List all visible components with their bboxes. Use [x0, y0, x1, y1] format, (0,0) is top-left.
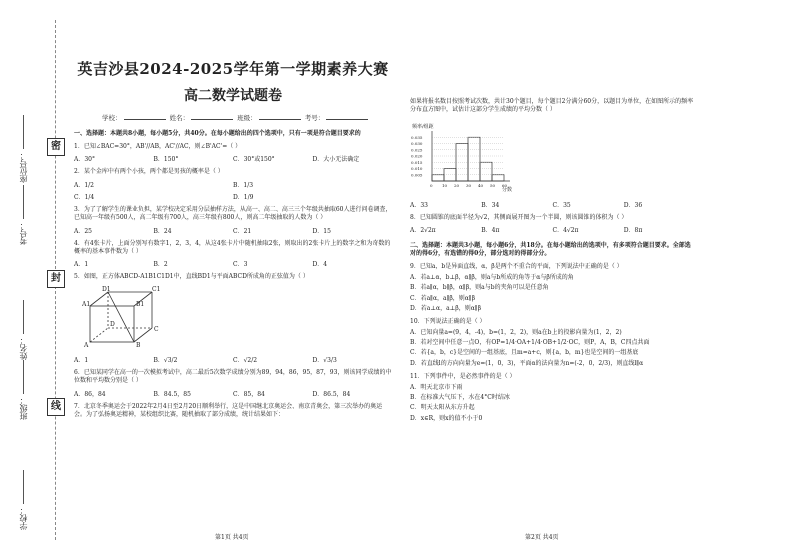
- exam-title: 英吉沙县2024-2025学年第一学期素养大赛: [77, 60, 389, 78]
- exam-number-field[interactable]: 考号：: [18, 185, 29, 245]
- seal-mark-feng: 封: [47, 270, 65, 288]
- option[interactable]: A．25: [74, 227, 92, 235]
- x-tick-label: 50: [490, 182, 496, 188]
- histogram-chart: [410, 121, 520, 193]
- question-6-options: [74, 389, 392, 398]
- histogram-bar: [480, 162, 492, 181]
- label-C1: C1: [152, 285, 161, 293]
- chart-ylabel: 频率/组距: [412, 123, 434, 130]
- option[interactable]: B．在标准大气压下，水在4°C时结冰: [410, 394, 510, 402]
- option[interactable]: C．30°或150°: [233, 156, 275, 164]
- x-tick-label: 30: [466, 182, 472, 188]
- option[interactable]: A．30°: [74, 156, 95, 164]
- label-B: B: [136, 341, 141, 348]
- option[interactable]: C．3: [233, 261, 248, 269]
- option[interactable]: A．1: [74, 261, 89, 269]
- option[interactable]: A．若a⊥α，b⊥β，α∥β，则a与b所成的角等于α与β所成的角: [410, 273, 574, 281]
- histogram-bar: [432, 175, 444, 181]
- question-2-options: [74, 180, 392, 189]
- option[interactable]: B．√3/2: [153, 356, 178, 364]
- label-B1: B1: [136, 300, 145, 308]
- option[interactable]: C．4√2π: [552, 227, 579, 235]
- option[interactable]: B．1/3: [233, 181, 254, 189]
- option[interactable]: B．若对空间中任意一点O，有OP=1/4·OA+1/4·OB+1/2·OC，则P，A，B，C四点共面: [410, 339, 650, 347]
- option[interactable]: D．若a⊥α，a⊥β，则α∥β: [410, 304, 482, 312]
- section-1-heading: 一、选择题：本题共8小题，每小题5分，共40分。在每小题给出的四个选项中，只有一项是符合题目要求的: [74, 130, 361, 137]
- right-column: [410, 98, 695, 423]
- option[interactable]: D．86.5，84: [312, 390, 351, 398]
- option[interactable]: D．大小无法确定: [312, 156, 360, 164]
- question-5: 5．如图，正方体ABCD-A1B1C1D1中，直线BD1与平面ABCD所成角的正弦值为（ ）: [74, 273, 309, 281]
- chart-xlabel: 分数: [502, 186, 513, 193]
- seat-number-field[interactable]: 座位号：: [18, 115, 29, 183]
- cube-figure: [82, 286, 162, 348]
- option[interactable]: C．85，84: [233, 390, 265, 398]
- option[interactable]: B．2: [153, 261, 168, 269]
- option[interactable]: B．4π: [481, 227, 500, 235]
- y-tick-label: 0.025: [411, 147, 423, 153]
- question-2-options-row2: [74, 192, 392, 201]
- y-tick-label: 0.035: [411, 134, 423, 140]
- class-field[interactable]: 班级：: [18, 360, 29, 420]
- label-D: D: [110, 320, 115, 328]
- option[interactable]: B．84.5，85: [153, 390, 191, 398]
- question-8: 8．已知圆锥的底面半径为√2，其侧面展开图为一个半圆，则该圆锥的体积为（ ）: [410, 213, 628, 221]
- option[interactable]: D．1/9: [233, 193, 254, 201]
- option[interactable]: C．若a∥α，a∥β，则α∥β: [410, 294, 476, 302]
- option[interactable]: A．33: [410, 201, 428, 209]
- y-tick-label: 0.015: [411, 159, 423, 165]
- option[interactable]: C．21: [233, 227, 252, 235]
- question-1: 1．已知∠BAC=30°，AB'//AB，AC'//AC，则∠B'AC'=（ ）: [74, 143, 242, 151]
- question-7-options: [410, 200, 695, 209]
- option[interactable]: B．若a∥α，b∥β，α∥β，则a与b的夹角可以是任意角: [410, 284, 549, 292]
- option[interactable]: A．1/2: [74, 181, 94, 189]
- option[interactable]: D．15: [312, 227, 331, 235]
- option[interactable]: A．1: [74, 356, 89, 364]
- page-footer-right: 第2页 共4页: [525, 534, 559, 541]
- option[interactable]: A．86，84: [74, 390, 106, 398]
- y-tick-label: 0.020: [411, 153, 423, 159]
- option[interactable]: C．若{a，b，c}是空间的一组基底，且m=a+c，则{a，b，m}也是空间的一组基底: [410, 349, 639, 357]
- y-tick-label: 0.010: [411, 165, 423, 171]
- question-3-options: [74, 226, 392, 235]
- seal-mark-xian: 线: [47, 398, 65, 416]
- option[interactable]: B．34: [481, 201, 500, 209]
- name-field[interactable]: 姓名：: [18, 300, 29, 360]
- question-2: 2．某个金库中有两个小孩，两个都是男孩的概率是（ ）: [74, 168, 224, 176]
- seal-mark-mi: 密: [47, 138, 65, 156]
- option[interactable]: B．150°: [153, 156, 179, 164]
- option[interactable]: C．√2/2: [233, 356, 258, 364]
- question-9: 9．已知a，b是异面直线，α，β是两个不重合的平面，下列说法中正确的是（ ）: [410, 263, 623, 271]
- question-8-options: [410, 225, 695, 234]
- option[interactable]: B．24: [153, 227, 172, 235]
- label-A: A: [84, 341, 89, 348]
- left-column: [74, 58, 392, 419]
- question-3: 3．为了了解学生的课业负担，某学校决定采用分层抽样方法，从高一、高二、高三三个年级共抽取60人进行问卷调查，已知高一年级有500人，高二年级有700人，高三年级有800人，则高二年级抽取的人数为（ ）: [74, 205, 392, 222]
- label-C: C: [154, 325, 159, 333]
- option[interactable]: D．8π: [623, 227, 643, 235]
- option[interactable]: D．x∈R，则x的值不小于0: [410, 414, 483, 422]
- student-info-row: 学校： 姓名： 班级： 考号：: [74, 113, 392, 122]
- option[interactable]: C．明天太阳从东方升起: [410, 404, 475, 412]
- binding-margin: [0, 0, 72, 549]
- school-field[interactable]: 学校：: [18, 470, 29, 530]
- option[interactable]: D．4: [312, 261, 328, 269]
- option[interactable]: A．已知向量a=(9，4，-4)，b=(1，2，2)，则a在b上的投影向量为(1，2，2): [410, 328, 622, 336]
- question-7-continued: 如果将报名数目按照考试次数，共计30个题目，每个题目2分满分60分，以题目为单位，在如图所示的频率分布直方图中，试估计这部分学生成绩的平均分数（ ）: [410, 98, 694, 114]
- question-5-options: [74, 355, 392, 364]
- question-7: 7．北京冬季奥运会于2022年2月4日至2月20日顺利举行，这是中国继北京奥运会、南京青奥会，第三次举办的奥运会。为了弘扬奥运精神，某校组织比赛，随机抽取了部分成绩，统计结果如下：: [74, 402, 383, 418]
- y-tick-label: 0.005: [411, 172, 423, 178]
- question-4: 4．有4张卡片，上面分别写有数字1，2，3，4，从这4张卡片中随机抽取2张，则取出的2张卡片上的数字之和为奇数的概率的基本事件数为（ ）: [74, 239, 391, 256]
- section-2-heading: 二、选择题：本题共3小题，每小题6分，共18分。在每小题给出的选项中，有多项符合题目要求。全部选对的得6分，有选错的得0分，部分选对的得部分分。: [410, 242, 691, 258]
- question-6: 6．已知某同学在高一的一次模拟考试中，高二最后5次数学成绩分别为89，94，86，95，87，93，则该同学成绩的中位数和平均数分别是（ ）: [74, 368, 392, 385]
- exam-subtitle: 高二数学试题卷: [184, 88, 282, 104]
- page-footer-left: 第1页 共4页: [215, 534, 249, 541]
- x-tick-label: 40: [478, 182, 484, 188]
- histogram-bar: [492, 175, 504, 181]
- question-10: 10．下列说法正确的是（ ）: [410, 318, 486, 326]
- x-tick-label: 0: [430, 182, 433, 188]
- label-A1: A1: [82, 300, 91, 308]
- option[interactable]: A．明天北京市下雨: [410, 383, 463, 391]
- question-1-options: [74, 154, 392, 163]
- y-tick-label: 0.030: [411, 140, 423, 146]
- x-tick-label: 20: [454, 182, 460, 188]
- histogram-bar: [468, 137, 480, 181]
- question-4-options: [74, 259, 392, 268]
- option[interactable]: D．36: [623, 201, 643, 209]
- option[interactable]: C．1/4: [74, 193, 95, 201]
- question-11: 11．下列事件中，是必然事件的是（ ）: [410, 373, 516, 381]
- option[interactable]: C．35: [552, 201, 571, 209]
- option[interactable]: D．√3/3: [312, 356, 337, 364]
- label-D1: D1: [102, 285, 111, 293]
- option[interactable]: A．2√2π: [410, 227, 436, 235]
- x-tick-label: 60: [502, 182, 508, 188]
- x-tick-label: 10: [442, 182, 448, 188]
- option[interactable]: D．若直线l的方向向量为e=(1，0，3)，平面α的法向量为n=(-2，0，2/3)，则直线l∥α: [410, 359, 644, 367]
